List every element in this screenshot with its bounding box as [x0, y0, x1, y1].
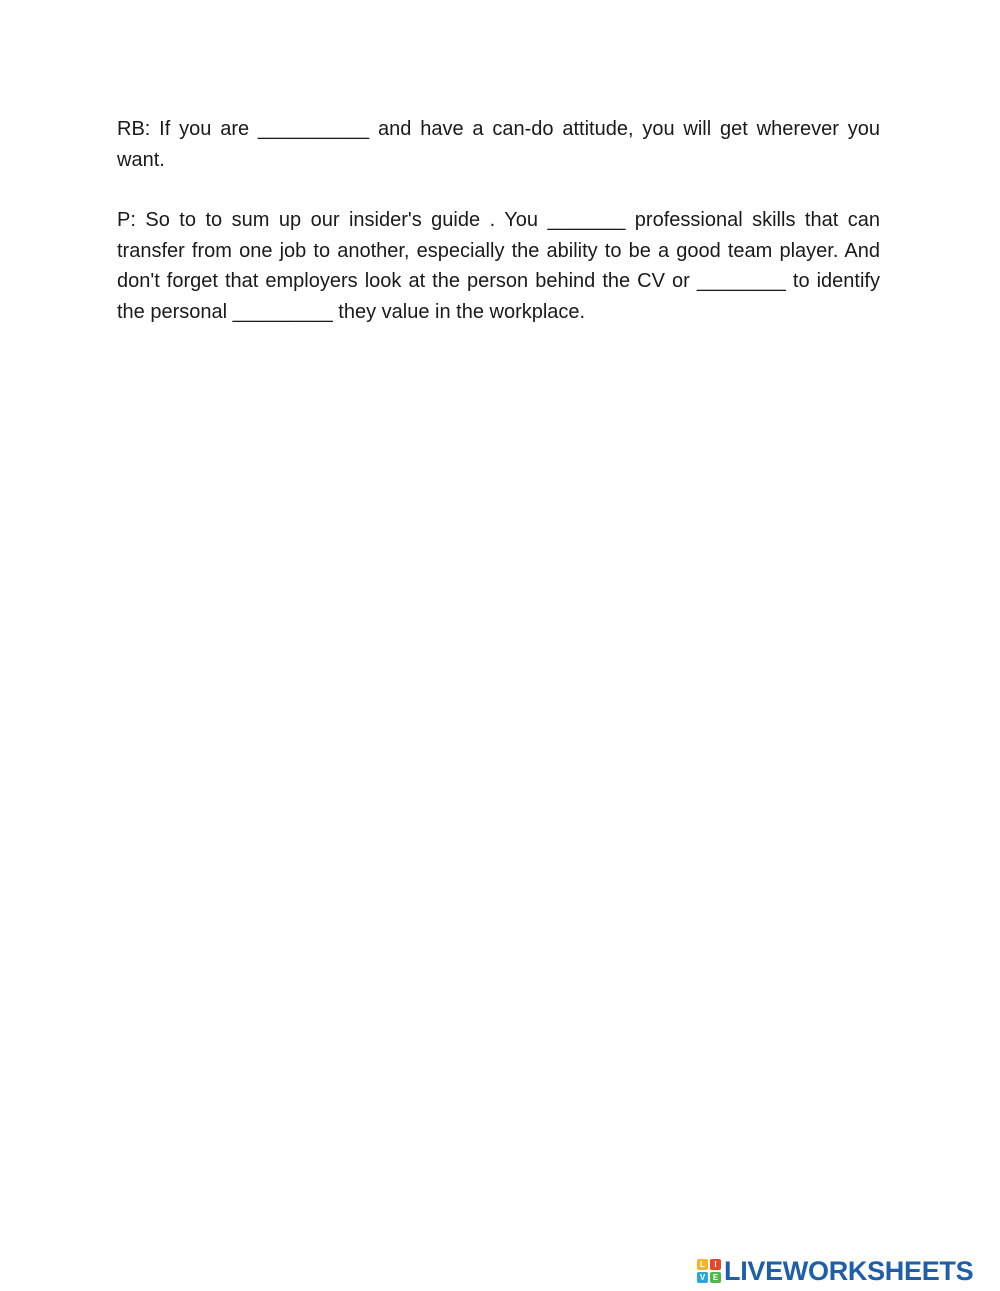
logo-tile-e: E	[710, 1272, 721, 1283]
logo-tiles-icon	[697, 1259, 721, 1283]
logo-tile-i: I	[710, 1259, 721, 1270]
logo-tile-v: V	[697, 1272, 708, 1283]
paragraph-rb: RB: If you are __________ and have a can-do attitude, you will get wherever you want.	[117, 118, 880, 171]
liveworksheets-logo	[697, 1254, 973, 1288]
paragraph-p: P: So to to sum up our insider's guide . You _______ professional skills that can transfer from one job to another, especially the ability to be a good team player. And don't forget that employers look at the person behind the CV or ________ to identify the personal _________ they value in the workplace.	[117, 209, 880, 323]
logo-text: LIVEWORKSHEETS	[724, 1255, 974, 1286]
logo-tile-l: L	[697, 1259, 708, 1270]
